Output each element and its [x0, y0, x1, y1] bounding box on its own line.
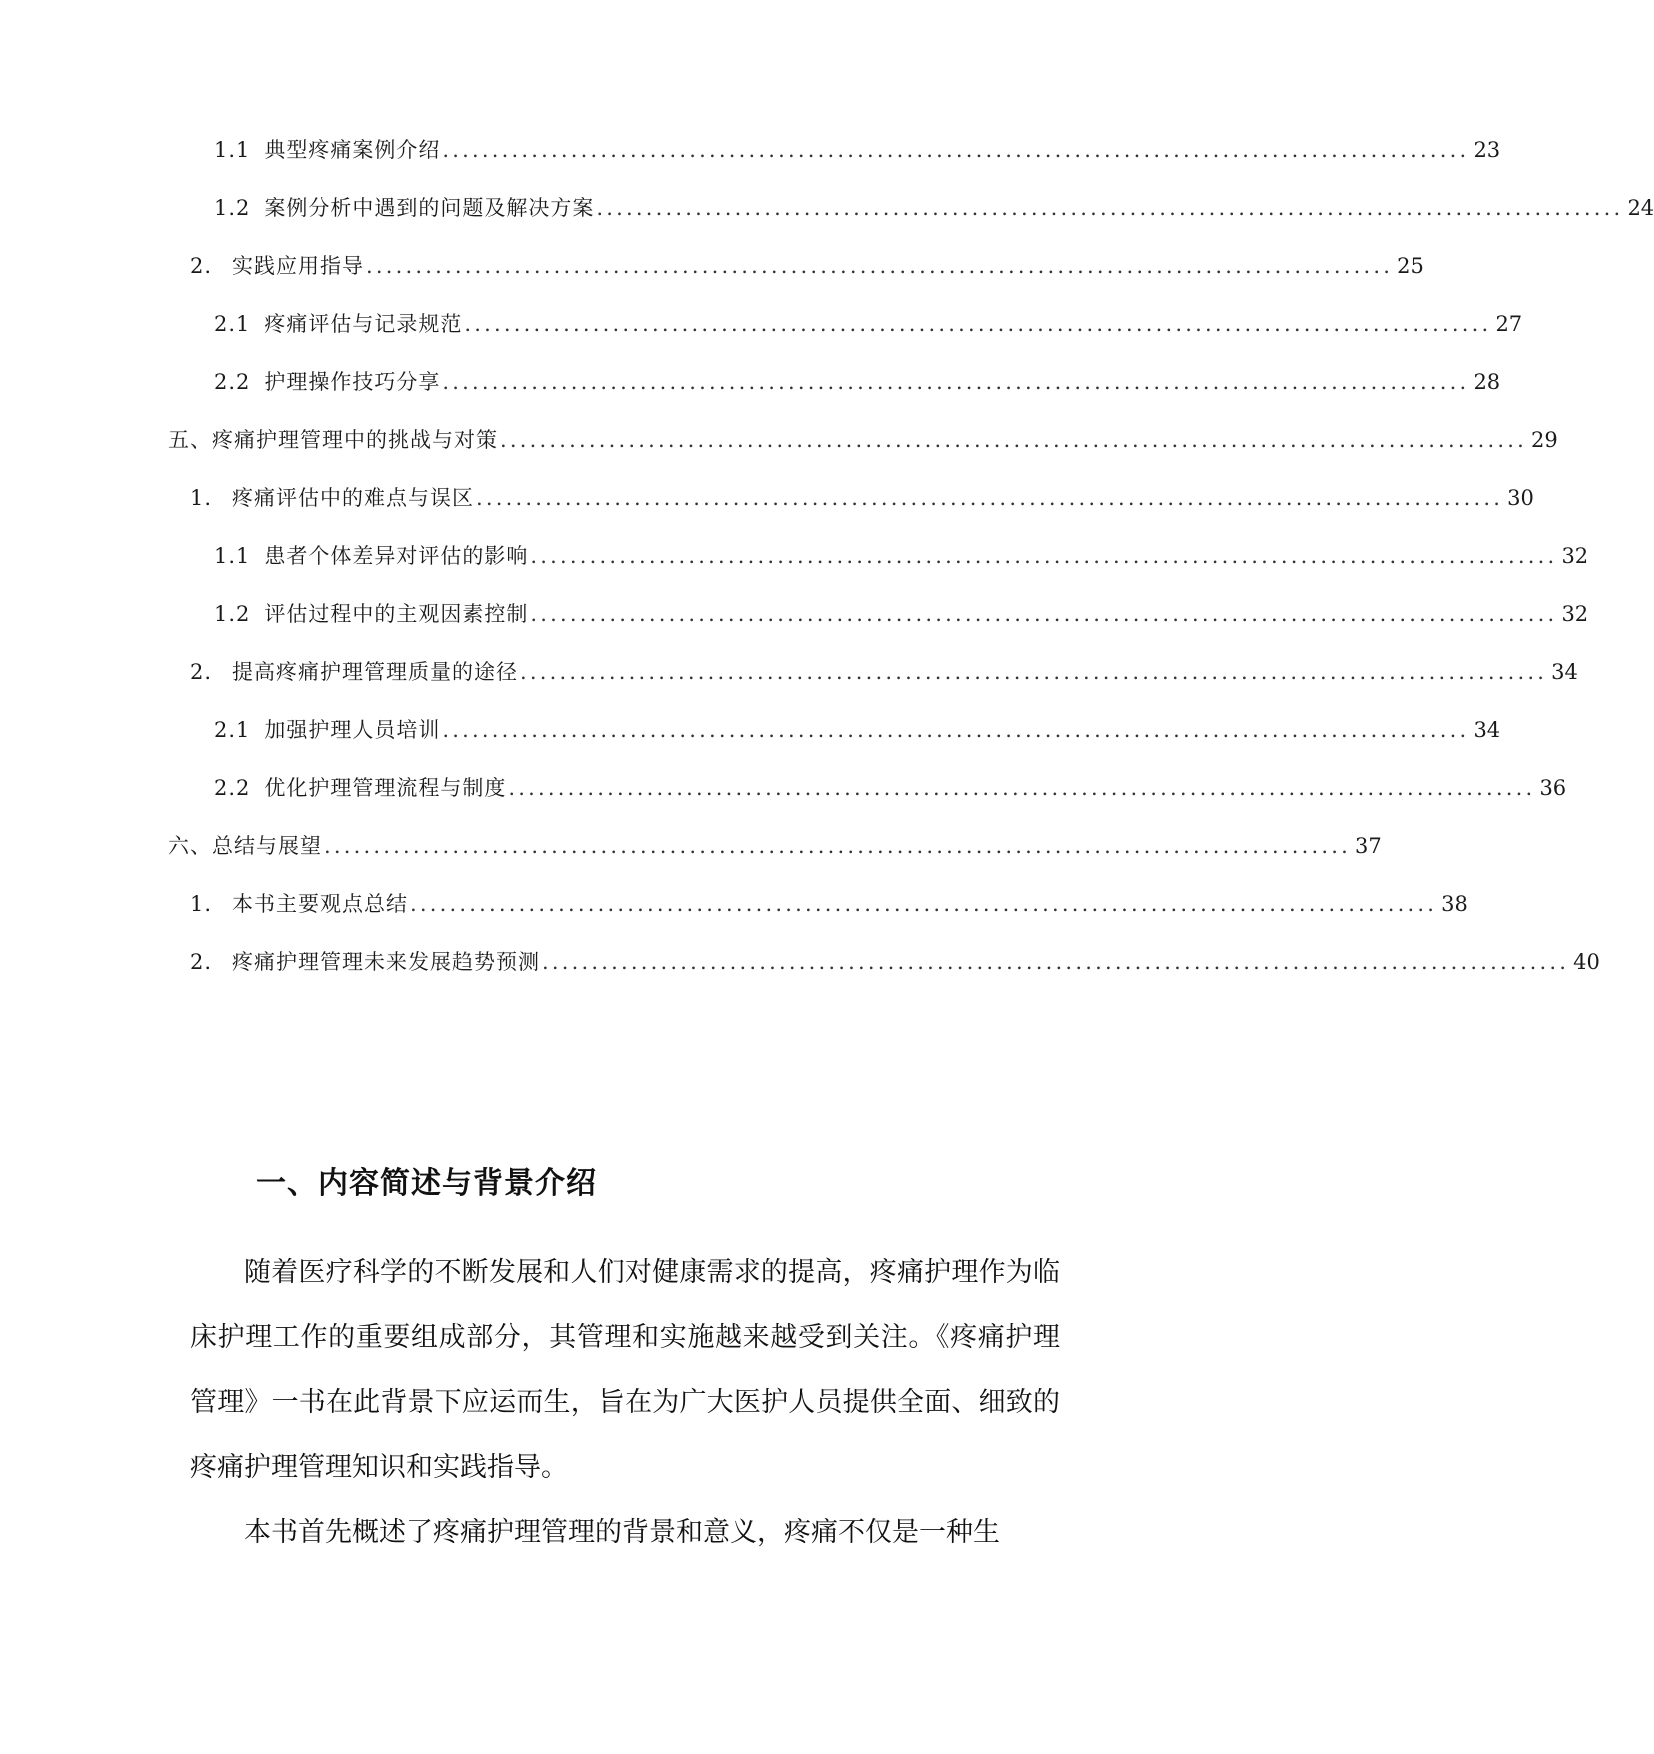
toc-leader-dots: ........................................................................................................ — [366, 254, 1394, 278]
toc-entry[interactable] — [190, 654, 1578, 690]
toc-leader-dots: ........................................................................................................ — [596, 196, 1624, 220]
toc-entry-number: 1. — [190, 892, 213, 916]
toc-entry-title: 疼痛评估中的难点与误区 — [232, 486, 475, 510]
toc-leader-dots: ........................................................................................................ — [476, 486, 1504, 510]
toc-entry-page: 24 — [1627, 196, 1654, 220]
toc-leader-dots: ........................................................................................................ — [442, 370, 1470, 394]
toc-entry-page: 34 — [1551, 660, 1578, 684]
toc-entry[interactable] — [214, 306, 1523, 342]
toc-leader-dots: ........................................................................................................ — [410, 892, 1438, 916]
toc-entry-title: 本书主要观点总结 — [232, 892, 409, 916]
toc-entry-title: 加强护理人员培训 — [264, 718, 441, 742]
toc-leader-dots: ........................................................................................................ — [508, 776, 1536, 800]
toc-leader-dots: ........................................................................................................ — [530, 544, 1558, 568]
section-heading: 一、内容简述与背景介绍 — [256, 1166, 597, 1201]
toc-entry[interactable] — [168, 828, 1382, 864]
toc-entry-page: 32 — [1561, 602, 1589, 626]
body-paragraph: 本书首先概述了疼痛护理管理的背景和意义，疼痛不仅是一种生 — [244, 1517, 1000, 1548]
toc-entry-title: 优化护理管理流程与制度 — [264, 776, 507, 800]
toc-leader-dots: ........................................................................................................ — [442, 718, 1470, 742]
toc-entry-page: 28 — [1473, 370, 1501, 394]
toc-entry-title: 典型疼痛案例介绍 — [264, 138, 441, 162]
toc-entry-number: 1.2 — [214, 196, 251, 220]
toc-entry-number: 2. — [190, 660, 213, 684]
toc-entry-page: 34 — [1473, 718, 1501, 742]
toc-entry[interactable] — [214, 538, 1589, 574]
toc-entry-number: 1.1 — [214, 544, 251, 568]
toc-entry-number: 1. — [190, 486, 213, 510]
toc-entry-title: 评估过程中的主观因素控制 — [264, 602, 529, 626]
toc-entry-page: 23 — [1473, 138, 1501, 162]
toc-leader-dots: ........................................................................................................ — [542, 950, 1570, 974]
toc-entry-title: 案例分析中遇到的问题及解决方案 — [264, 196, 595, 220]
toc-entry[interactable] — [190, 248, 1424, 284]
toc-entry-number: 2.1 — [214, 718, 251, 742]
toc-entry-page: 29 — [1531, 428, 1558, 452]
toc-entry-page: 38 — [1441, 892, 1468, 916]
toc-entry-number: 2. — [190, 950, 213, 974]
toc-entry-title: 患者个体差异对评估的影响 — [264, 544, 529, 568]
toc-entry-title: 提高疼痛护理管理质量的途径 — [232, 660, 519, 684]
body-paragraph: 随着医疗科学的不断发展和人们对健康需求的提高，疼痛护理作为临床护理工作的重要组成部分，其管理和实施越来越受到关注。《疼痛护理管理》一书在此背景下应运而生，旨在为广大医护人员提供全面、细致的疼痛护理管理知识和实践指导。 — [190, 1257, 1060, 1483]
toc-entry-number: 1.1 — [214, 138, 251, 162]
toc-entry[interactable] — [214, 596, 1589, 632]
toc-entry[interactable] — [214, 132, 1501, 168]
toc-entry-page: 25 — [1397, 254, 1424, 278]
toc-entry[interactable] — [168, 422, 1558, 458]
toc-entry-title: 疼痛护理管理未来发展趋势预测 — [232, 950, 541, 974]
toc-entry-title: 六、总结与展望 — [168, 834, 322, 858]
toc-entry-title: 五、疼痛护理管理中的挑战与对策 — [168, 428, 498, 452]
toc-leader-dots: ........................................................................................................ — [530, 602, 1558, 626]
toc-entry-number: 1.2 — [214, 602, 251, 626]
toc-entry[interactable] — [190, 944, 1600, 980]
toc-entry-page: 32 — [1561, 544, 1589, 568]
toc-entry-title: 疼痛评估与记录规范 — [264, 312, 463, 336]
toc-leader-dots: ........................................................................................................ — [442, 138, 1470, 162]
toc-entry-number: 2.2 — [214, 370, 251, 394]
toc-entry-number: 2. — [190, 254, 213, 278]
toc-entry[interactable] — [214, 190, 1654, 226]
toc-entry[interactable] — [190, 480, 1534, 516]
toc-entry-title: 护理操作技巧分享 — [264, 370, 441, 394]
toc-entry-title: 实践应用指导 — [232, 254, 365, 278]
toc-entry-number: 2.1 — [214, 312, 251, 336]
toc-entry[interactable] — [214, 770, 1567, 806]
toc-entry-page: 37 — [1355, 834, 1382, 858]
toc-leader-dots: ........................................................................................................ — [520, 660, 1548, 684]
toc-entry[interactable] — [190, 886, 1468, 922]
toc-leader-dots: ........................................................................................................ — [500, 428, 1528, 452]
toc-entry-page: 36 — [1539, 776, 1567, 800]
toc-leader-dots: ........................................................................................................ — [464, 312, 1492, 336]
toc-entry-page: 40 — [1573, 950, 1600, 974]
toc-entry-number: 2.2 — [214, 776, 251, 800]
toc-entry-page: 30 — [1507, 486, 1534, 510]
toc-leader-dots: ........................................................................................................ — [324, 834, 1352, 858]
toc-entry-page: 27 — [1495, 312, 1523, 336]
toc-entry[interactable] — [214, 364, 1501, 400]
toc-entry[interactable] — [214, 712, 1501, 748]
